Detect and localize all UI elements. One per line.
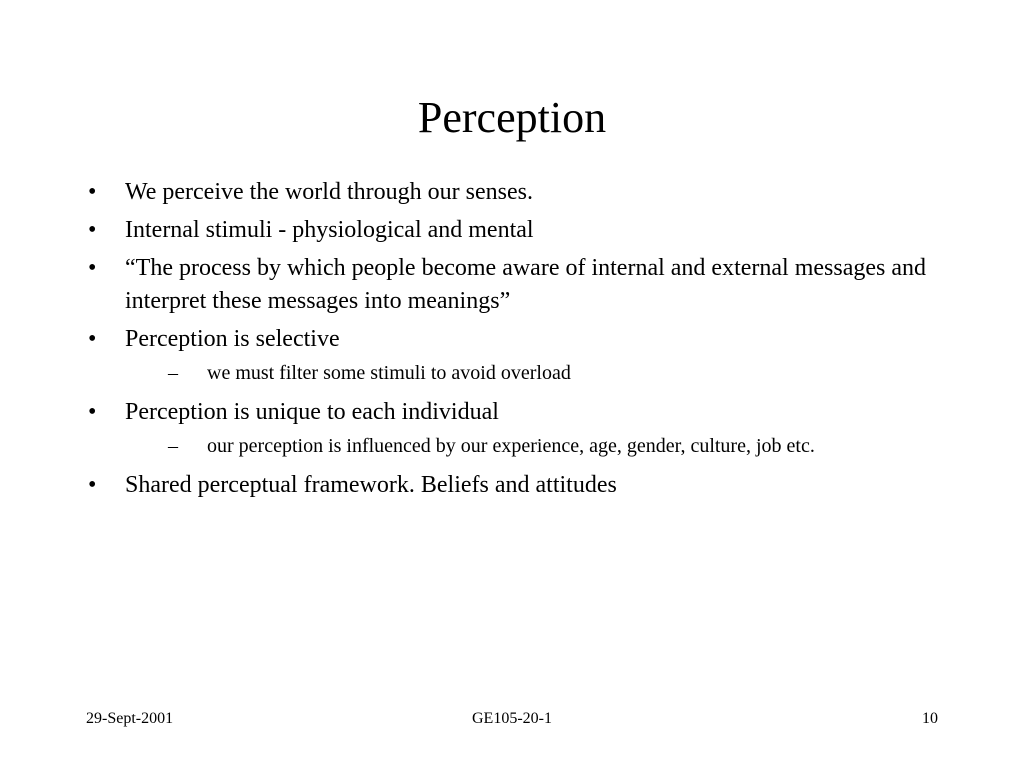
bullet-item bbox=[88, 252, 938, 318]
sub-bullet-marker: – bbox=[168, 435, 178, 457]
sub-bullet-list bbox=[125, 358, 938, 388]
bullet-marker: • bbox=[88, 399, 97, 425]
bullet-text: Shared perceptual framework. Beliefs and attitudes bbox=[125, 472, 617, 498]
sub-bullet-list bbox=[125, 431, 938, 461]
sub-bullet-text: our perception is influenced by our experience, age, gender, culture, job etc. bbox=[207, 435, 815, 457]
bullet-item bbox=[88, 469, 938, 502]
bullet-marker: • bbox=[88, 179, 97, 205]
bullet-text: We perceive the world through our senses. bbox=[125, 179, 533, 205]
bullet-text: Perception is selective bbox=[125, 326, 340, 352]
bullet-item bbox=[88, 323, 938, 388]
bullet-text: Perception is unique to each individual bbox=[125, 399, 499, 425]
slide-title: Perception bbox=[417, 93, 607, 142]
bullet-text: Internal stimuli - physiological and mental bbox=[125, 217, 534, 243]
bullet-list bbox=[88, 176, 938, 507]
bullet-marker: • bbox=[88, 255, 97, 281]
footer-page-number: 10 bbox=[922, 710, 938, 727]
bullet-marker: • bbox=[88, 326, 97, 352]
bullet-item bbox=[88, 396, 938, 461]
sub-bullet-text: we must filter some stimuli to avoid overload bbox=[207, 362, 571, 384]
bullet-item bbox=[88, 176, 938, 209]
bullet-text: “The process by which people become aware of internal and external messages and interpret these messages into meanings” bbox=[125, 255, 926, 314]
footer-course-code: GE105-20-1 bbox=[472, 710, 552, 727]
sub-bullet-marker: – bbox=[168, 362, 178, 384]
footer-date: 29-Sept-2001 bbox=[86, 710, 174, 727]
sub-bullet-item bbox=[162, 358, 938, 388]
bullet-marker: • bbox=[88, 217, 97, 243]
bullet-item bbox=[88, 214, 938, 247]
bullet-marker: • bbox=[88, 472, 97, 498]
sub-bullet-item bbox=[162, 431, 938, 461]
